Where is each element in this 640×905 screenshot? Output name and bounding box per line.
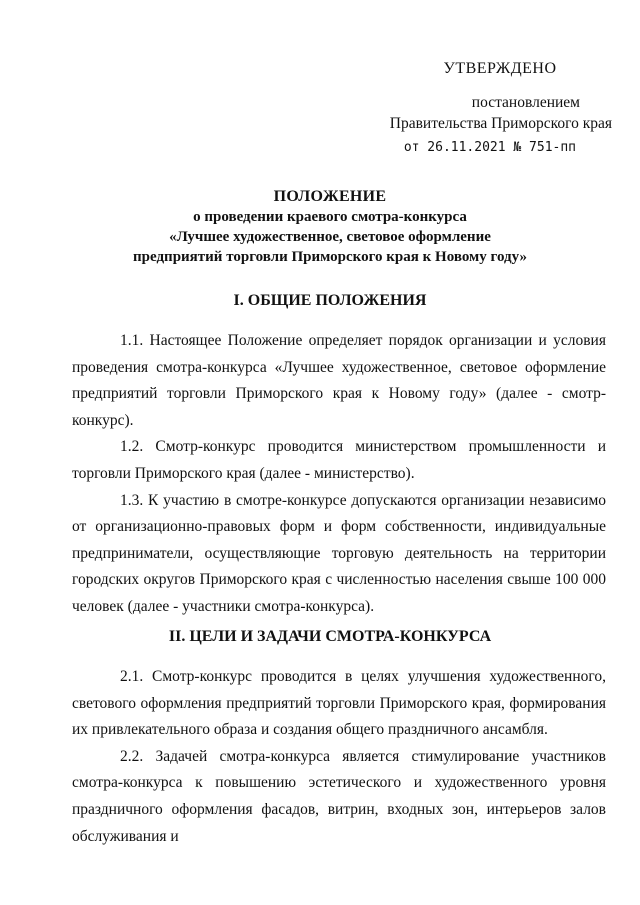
section-body-1 <box>72 328 606 621</box>
paragraph-1-1: 1.1. Настоящее Положение определяет порядок организации и условия проведения смотра-конкурса «Лучшее художественное, световое оформление предприятий торговли Приморского края к Новому году» (далее - смотр-конкурс). <box>72 332 606 429</box>
approval-block <box>380 58 612 158</box>
title-sub-3: предприятий торговли Приморского края к Новому году» <box>133 249 527 265</box>
section-heading-2: II. ЦЕЛИ И ЗАДАЧИ СМОТРА-КОНКУРСА <box>168 628 492 645</box>
paragraph-1-2: 1.2. Смотр-конкурс проводится министерством промышленности и торговли Приморского края (далее - министерство). <box>72 438 606 482</box>
approval-line-1: постановлением <box>471 94 580 111</box>
approval-line-2: Правительства Приморского края <box>389 115 612 132</box>
title-sub-2: «Лучшее художественное, световое оформление <box>169 229 491 245</box>
paragraph-1-3: 1.3. К участию в смотре-конкурсе допускаются организации независимо от организационно-правовых форм и форм собственности, индивидуальные предприниматели, осуществляющие торговую деятельность на территории городских округов Приморского края с численностью населения свыше 100 000 человек (далее - участники смотра-конкурса). <box>72 491 606 615</box>
section-heading-1: I. ОБЩИЕ ПОЛОЖЕНИЯ <box>233 292 427 309</box>
title-main: ПОЛОЖЕНИЕ <box>273 188 387 205</box>
paragraph-2-1: 2.1. Смотр-конкурс проводится в целях улучшения художественного, светового оформления предприятий торговли Приморского края, формирования их привлекательного образа и создания общего праздничного ансамбля. <box>72 668 606 739</box>
section-body-2 <box>72 664 606 850</box>
paragraph-2-2: 2.2. Задачей смотра-конкурса является стимулирование участников смотра-конкурса к повышению эстетического и художественного уровня праздничного оформления фасадов, витрин, входных зон, интерьеров залов обслуживания и <box>72 747 606 845</box>
document-title <box>60 187 600 267</box>
approval-line-3: от 26.11.2021 № 751-пп <box>403 140 576 155</box>
approval-stamp: УТВЕРЖДЕНО <box>443 60 557 77</box>
title-sub-1: о проведении краевого смотра-конкурса <box>193 209 467 225</box>
